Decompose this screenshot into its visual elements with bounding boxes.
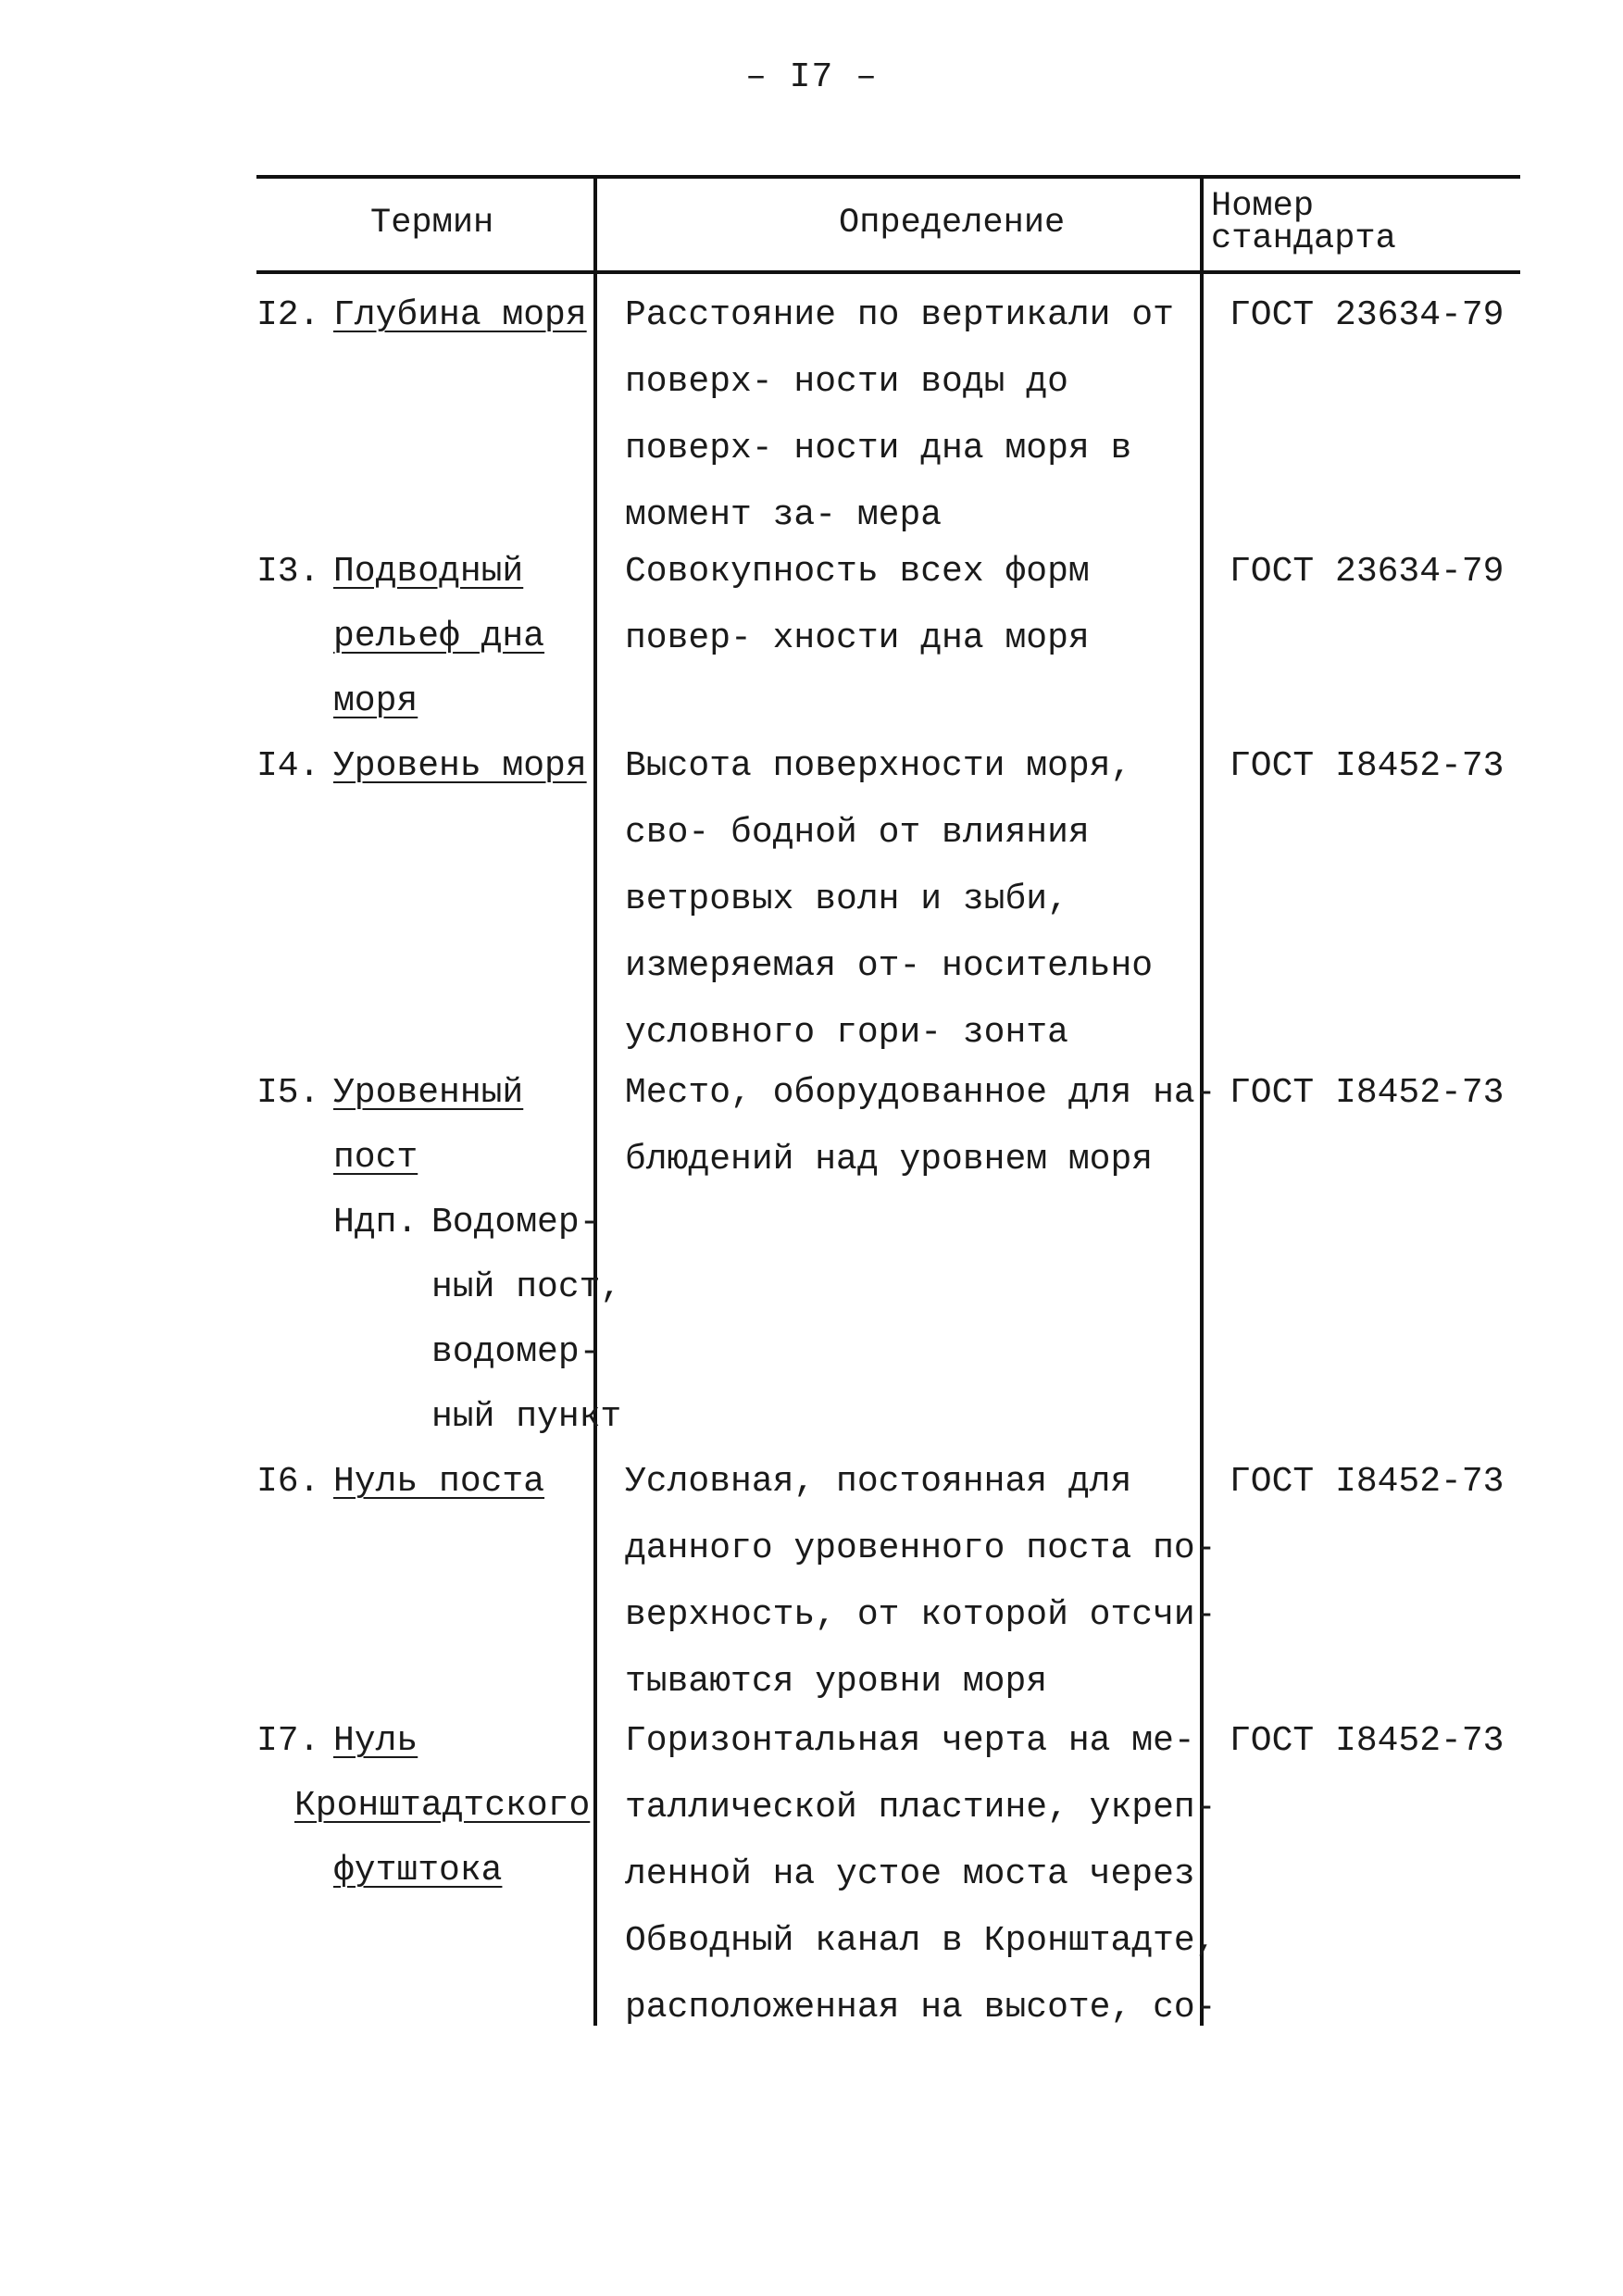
term-name: пост bbox=[333, 1138, 418, 1178]
term-definition: Высота поверхности моря, сво- бодной от влияния ветровых волн и зыби, измеряемая от- носительно условного гори- зонта bbox=[625, 746, 1154, 1053]
standard-number: ГОСТ I8452-73 bbox=[1230, 1721, 1504, 1761]
term-definition: Условная, постоянная для данного уровенного поста по- верхность, от которой отсчи- тываются уровни моря bbox=[625, 1462, 1217, 1702]
ndp-label: Ндп. bbox=[333, 1203, 418, 1242]
term-number: I4. bbox=[256, 746, 320, 786]
standard-number: ГОСТ I8452-73 bbox=[1230, 1462, 1504, 1502]
column-divider-1 bbox=[593, 175, 597, 2026]
term-name: Уровень моря bbox=[333, 746, 587, 786]
term-name: Кронштадтского bbox=[294, 1786, 591, 1826]
term-definition: Место, оборудованное для на- блюдений над уровнем моря bbox=[625, 1073, 1217, 1179]
term-definition: Горизонтальная черта на ме- таллической пластине, укреп- ленной на устое моста через Обводный канал в Кронштадте, расположенная на высоте, со- bbox=[625, 1721, 1217, 2028]
standard-number: ГОСТ 23634-79 bbox=[1230, 552, 1504, 592]
ndp-term: ный пост, bbox=[431, 1267, 622, 1307]
ndp-term: ный пункт bbox=[431, 1397, 622, 1437]
header-standard-line1: Номер bbox=[1211, 187, 1315, 226]
term-number: I7. bbox=[256, 1721, 320, 1761]
term-name: рельеф дна bbox=[333, 617, 545, 656]
standard-number: ГОСТ 23634-79 bbox=[1230, 295, 1504, 335]
term-number: I3. bbox=[256, 552, 320, 592]
term-name: Уровенный bbox=[333, 1073, 524, 1113]
header-standard-line2: стандарта bbox=[1211, 219, 1396, 258]
ndp-term: Водомер- bbox=[431, 1203, 601, 1242]
header-term: Термин bbox=[370, 204, 494, 243]
header-definition: Определение bbox=[839, 204, 1066, 243]
term-definition: Расстояние по вертикали от поверх- ности воды до поверх- ности дна моря в момент за- мера bbox=[625, 295, 1174, 535]
table-top-rule bbox=[256, 175, 1520, 179]
page-number: – I7 – bbox=[745, 57, 878, 97]
standard-number: ГОСТ I8452-73 bbox=[1230, 746, 1504, 786]
term-name: моря bbox=[333, 681, 418, 721]
standard-number: ГОСТ I8452-73 bbox=[1230, 1073, 1504, 1113]
ndp-term: водомер- bbox=[431, 1332, 601, 1372]
term-name: Нуль поста bbox=[333, 1462, 545, 1502]
term-number: I5. bbox=[256, 1073, 320, 1113]
term-name: Подводный bbox=[333, 552, 524, 592]
term-name: футштока bbox=[333, 1851, 503, 1890]
term-number: I6. bbox=[256, 1462, 320, 1502]
table-header-rule bbox=[256, 270, 1520, 274]
term-name: Нуль bbox=[333, 1721, 418, 1761]
term-number: I2. bbox=[256, 295, 320, 335]
term-definition: Совокупность всех форм повер- хности дна моря bbox=[625, 552, 1090, 658]
term-name: Глубина моря bbox=[333, 295, 587, 335]
